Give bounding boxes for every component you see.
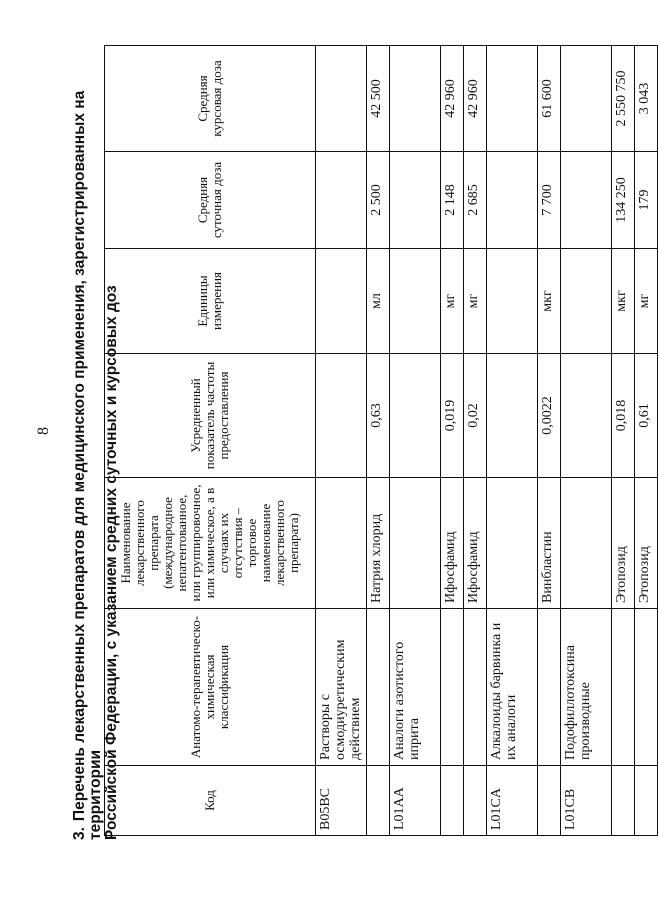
cell-frequency [561, 354, 612, 478]
cell-unit [390, 249, 441, 354]
cell-course-dose: 3 043 [635, 46, 658, 152]
cell-daily-dose [390, 152, 441, 249]
table-row [487, 46, 538, 836]
cell-drug-name: Этопозид [612, 478, 635, 609]
cell-daily-dose [487, 152, 538, 249]
header-code: Код [105, 766, 316, 836]
page-number: 8 [35, 427, 52, 435]
cell-frequency: 0,0022 [538, 354, 561, 478]
cell-unit: мг [441, 249, 464, 354]
cell-code: B05BC [316, 766, 367, 836]
table-row [464, 46, 487, 836]
cell-course-dose: 42 960 [464, 46, 487, 152]
cell-drug-name [316, 478, 367, 609]
cell-atc: Подофиллотоксина производные [561, 609, 612, 766]
header-drug-name: Наименование лекарственного препарата (международное непатентованное, или группировочное, или химическое, а в случаях их отсутствия – торговое наименование лекарственного препарата) [105, 478, 316, 609]
cell-course-dose: 2 550 750 [612, 46, 635, 152]
cell-unit: мкг [612, 249, 635, 354]
header-row [105, 46, 316, 836]
header-frequency: Усредненный показатель частоты предоставления [105, 354, 316, 478]
cell-code [441, 766, 464, 836]
title-line-2: Российской Федерации, с указанием средних суточных и курсовых доз [103, 285, 120, 840]
table-row [612, 46, 635, 836]
medication-table [104, 45, 658, 836]
cell-code [367, 766, 390, 836]
cell-code [538, 766, 561, 836]
section-number: 3. [71, 827, 88, 840]
cell-course-dose [561, 46, 612, 152]
cell-atc [441, 609, 464, 766]
cell-daily-dose [561, 152, 612, 249]
cell-frequency [316, 354, 367, 478]
cell-course-dose: 61 600 [538, 46, 561, 152]
cell-unit [561, 249, 612, 354]
cell-daily-dose: 2 685 [464, 152, 487, 249]
cell-drug-name: Этопозид [635, 478, 658, 609]
cell-course-dose: 42 500 [367, 46, 390, 152]
cell-atc: Растворы с осмодиуретическим действием [316, 609, 367, 766]
cell-daily-dose: 2 500 [367, 152, 390, 249]
table-row [441, 46, 464, 836]
cell-drug-name: Винбластин [538, 478, 561, 609]
title-text-1: Перечень лекарственных препаратов для медицинского применения, зарегистрированных на территории [71, 90, 104, 840]
cell-course-dose [487, 46, 538, 152]
cell-drug-name [487, 478, 538, 609]
cell-unit: мл [367, 249, 390, 354]
cell-atc [635, 609, 658, 766]
cell-code [635, 766, 658, 836]
cell-unit: мг [464, 249, 487, 354]
cell-course-dose: 42 960 [441, 46, 464, 152]
cell-daily-dose: 2 148 [441, 152, 464, 249]
header-atc: Анатомо-терапевтическо-химическая классификация [105, 609, 316, 766]
cell-drug-name: Ифосфамид [441, 478, 464, 609]
cell-unit [316, 249, 367, 354]
header-course-dose: Средняя курсовая доза [105, 46, 316, 152]
table-row [538, 46, 561, 836]
cell-atc [464, 609, 487, 766]
cell-unit [487, 249, 538, 354]
cell-daily-dose: 134 250 [612, 152, 635, 249]
cell-course-dose [390, 46, 441, 152]
header-daily-dose: Средняя суточная доза [105, 152, 316, 249]
cell-unit: мкг [538, 249, 561, 354]
cell-drug-name: Ифосфамид [464, 478, 487, 609]
table-row [390, 46, 441, 836]
cell-atc [538, 609, 561, 766]
cell-code: L01CA [487, 766, 538, 836]
title-line-1 [72, 40, 104, 840]
cell-code: L01AA [390, 766, 441, 836]
cell-frequency: 0,019 [441, 354, 464, 478]
cell-atc: Аналоги азотистого иприта [390, 609, 441, 766]
header-unit: Единицы измерения [105, 249, 316, 354]
cell-course-dose [316, 46, 367, 152]
cell-code: L01CB [561, 766, 612, 836]
table-row [635, 46, 658, 836]
table-row [316, 46, 367, 836]
cell-frequency: 0,018 [612, 354, 635, 478]
cell-daily-dose [316, 152, 367, 249]
cell-drug-name [561, 478, 612, 609]
table-row [367, 46, 390, 836]
table-row [561, 46, 612, 836]
cell-drug-name [390, 478, 441, 609]
cell-frequency: 0,63 [367, 354, 390, 478]
cell-frequency: 0,02 [464, 354, 487, 478]
cell-unit: мг [635, 249, 658, 354]
rotated-page-content [70, 42, 652, 852]
cell-frequency [390, 354, 441, 478]
cell-daily-dose: 7 700 [538, 152, 561, 249]
cell-daily-dose: 179 [635, 152, 658, 249]
cell-atc [367, 609, 390, 766]
cell-frequency [487, 354, 538, 478]
cell-atc [612, 609, 635, 766]
cell-code [612, 766, 635, 836]
cell-atc: Алкалоиды барвинка и их аналоги [487, 609, 538, 766]
cell-frequency: 0,61 [635, 354, 658, 478]
cell-drug-name: Натрия хлорид [367, 478, 390, 609]
cell-code [464, 766, 487, 836]
